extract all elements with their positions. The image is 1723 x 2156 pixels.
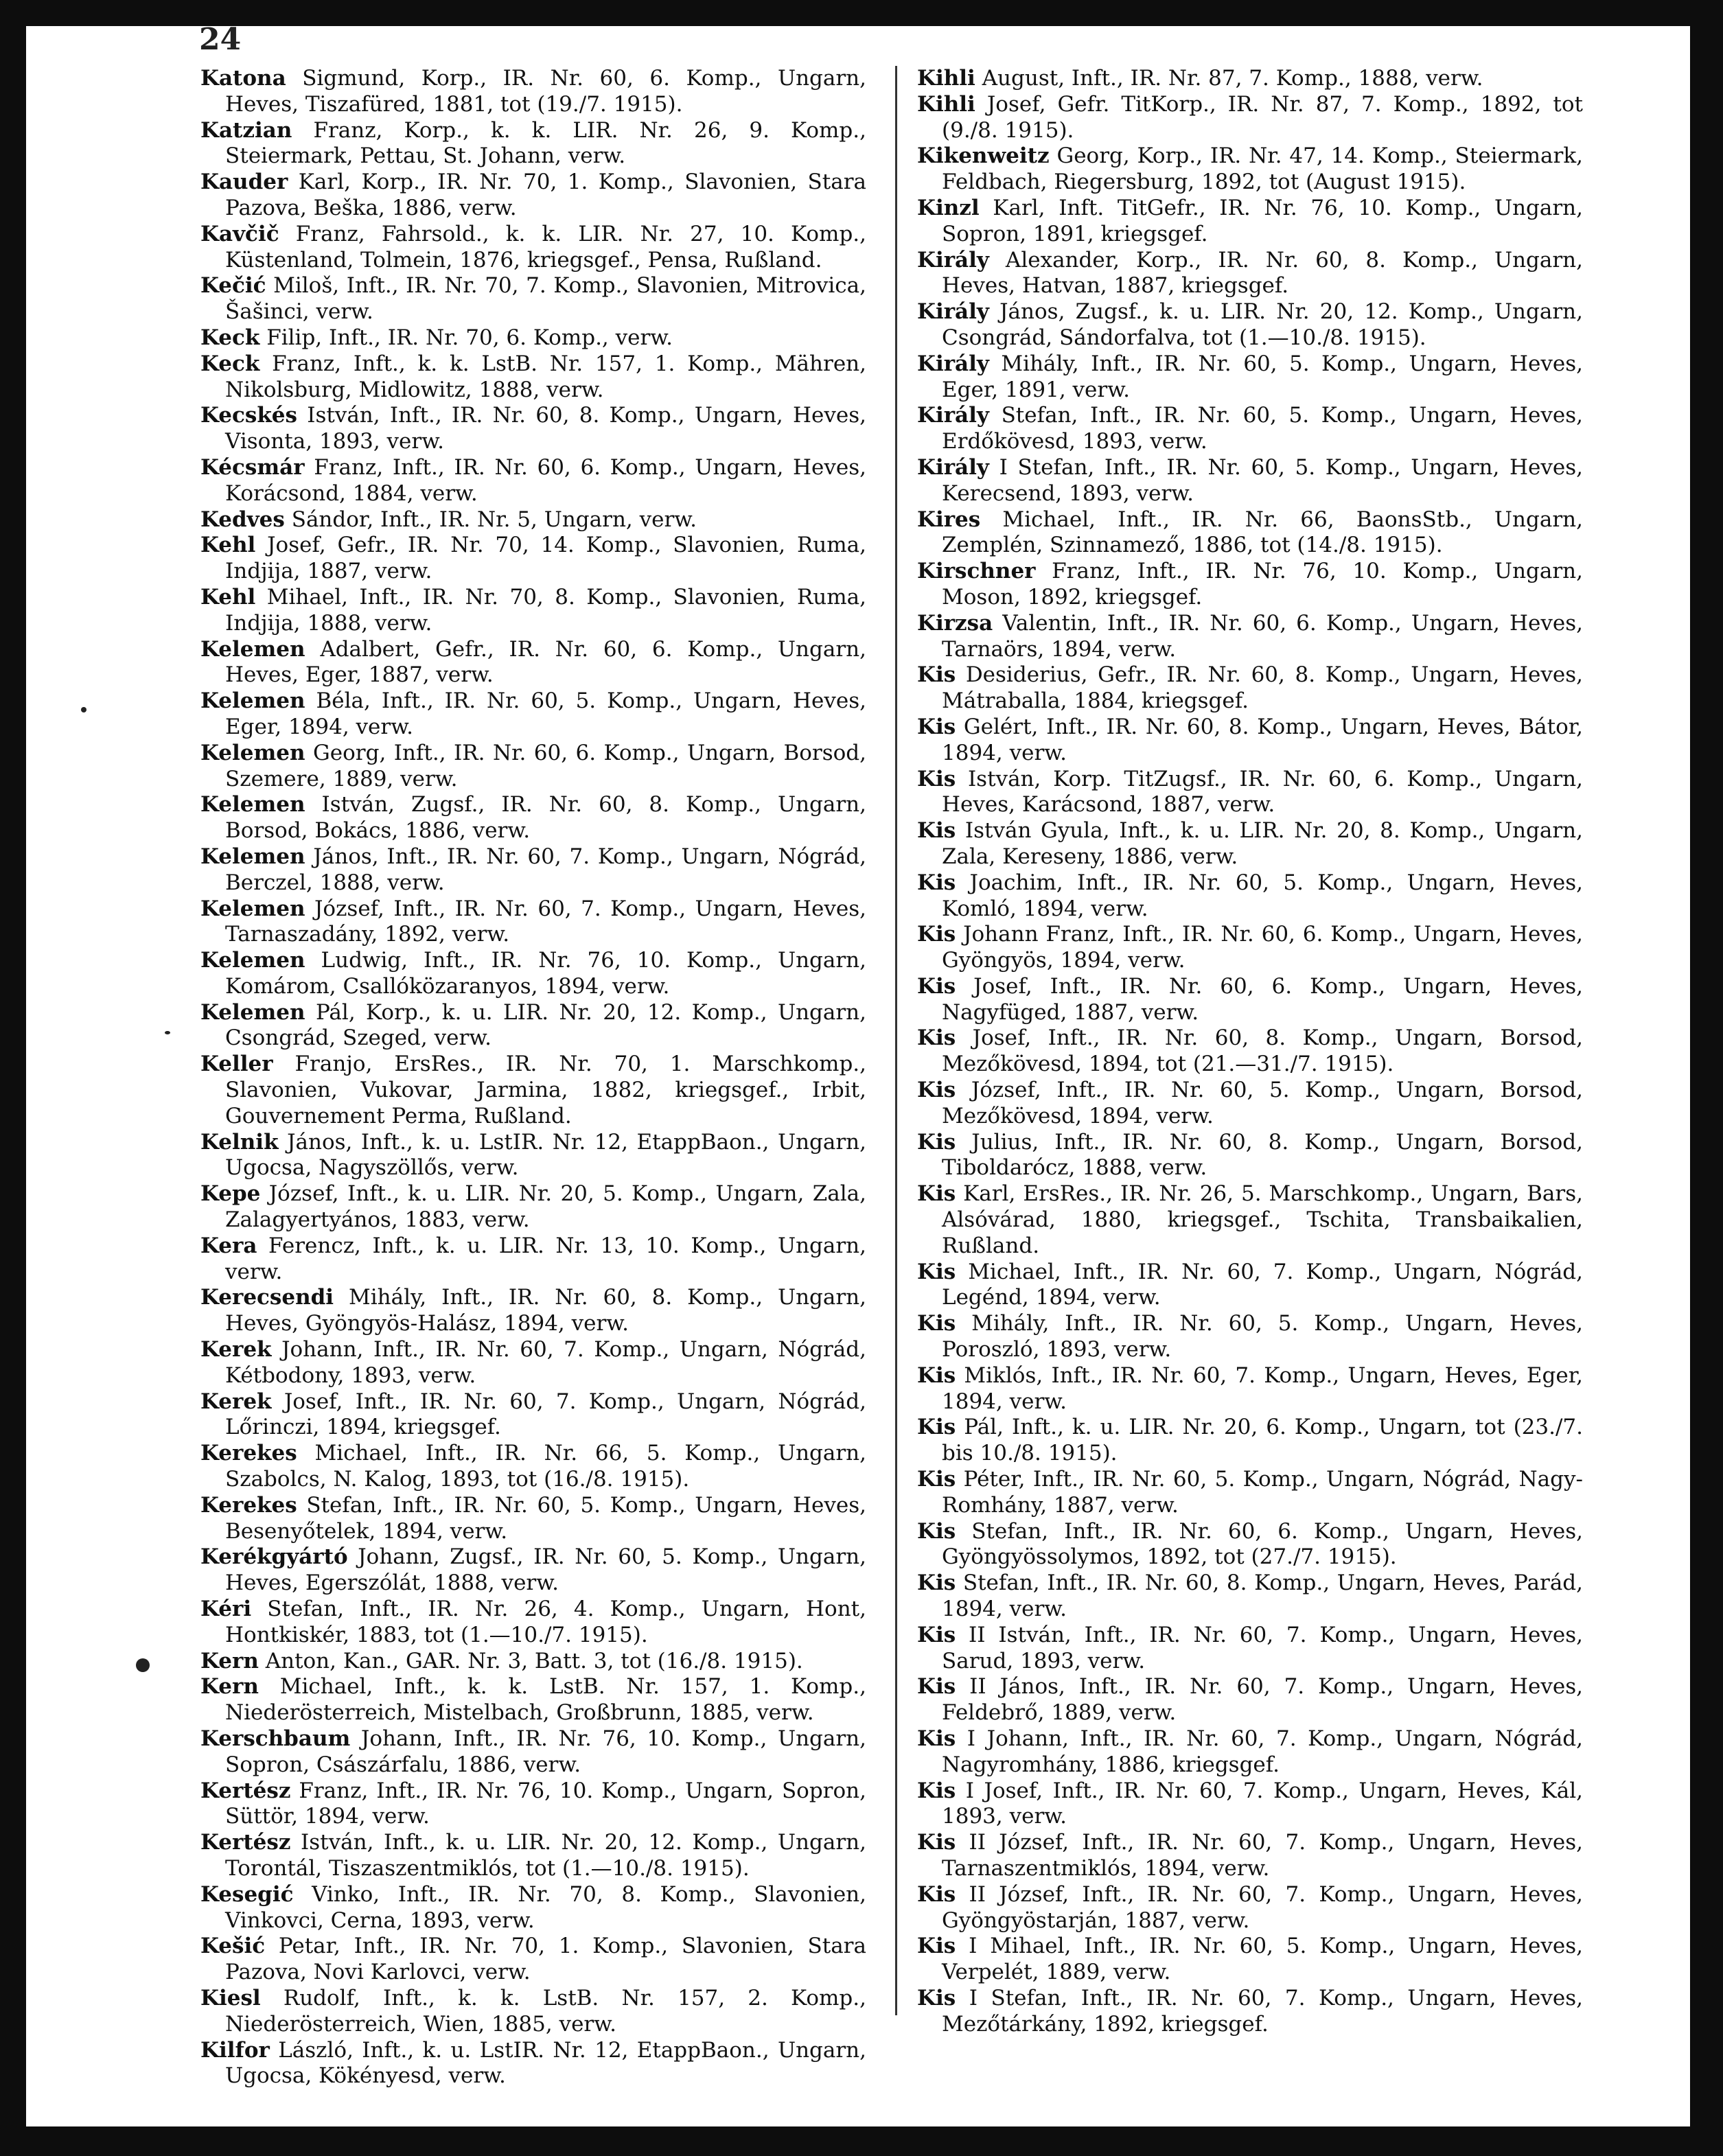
entry-details: Valentin, Inft., IR. Nr. 60, 6. Komp., Ungarn, Heves, Tarnaörs, 1894, verw. bbox=[942, 610, 1583, 662]
register-entry bbox=[917, 196, 1583, 248]
entry-details: Julius, Inft., IR. Nr. 60, 8. Komp., Ungarn, Borsod, Tiboldarócz, 1888, verw. bbox=[942, 1129, 1583, 1181]
register-entry bbox=[200, 2038, 866, 2090]
entry-surname: Kis bbox=[917, 1570, 956, 1596]
entry-details: László, Inft., k. u. LstIR. Nr. 12, EtappBaon., Ungarn, Ugocsa, Kökényesd, verw. bbox=[225, 2037, 866, 2089]
entry-surname: Kis bbox=[917, 766, 956, 791]
entry-details: István, Inft., IR. Nr. 60, 8. Komp., Ungarn, Heves, Visonta, 1893, verw. bbox=[225, 403, 866, 454]
register-entry bbox=[200, 1233, 866, 1286]
entry-surname: Kešić bbox=[200, 1934, 266, 1959]
register-entry bbox=[917, 455, 1583, 507]
register-entry bbox=[917, 715, 1583, 767]
entry-surname: Kertész bbox=[200, 1830, 291, 1855]
register-entry bbox=[917, 767, 1583, 819]
scan-border-left bbox=[0, 0, 26, 2156]
register-entry bbox=[200, 118, 866, 170]
register-entry bbox=[917, 92, 1583, 144]
entry-details: Adalbert, Gefr., IR. Nr. 60, 6. Komp., Ungarn, Heves, Eger, 1887, verw. bbox=[225, 636, 866, 688]
entry-details: János, Inft., IR. Nr. 60, 7. Komp., Ungarn, Nógrád, Berczel, 1888, verw. bbox=[225, 844, 866, 895]
register-entry bbox=[200, 1000, 866, 1052]
entry-surname: Kepe bbox=[200, 1181, 261, 1207]
entry-details: Franz, Fahrsold., k. k. LIR. Nr. 27, 10. Komp., Küstenland, Tolmein, 1876, kriegsgef., Pensa, Rußland. bbox=[225, 221, 866, 273]
entry-surname: Kis bbox=[917, 1259, 956, 1284]
entry-details: I Stefan, Inft., IR. Nr. 60, 5. Komp., Ungarn, Heves, Kerecsend, 1893, verw. bbox=[942, 454, 1583, 506]
entry-details: I Mihael, Inft., IR. Nr. 60, 5. Komp., Ungarn, Heves, Verpelét, 1889, verw. bbox=[942, 1934, 1583, 1985]
register-entry bbox=[917, 1986, 1583, 2038]
scan-speck bbox=[165, 1031, 170, 1034]
entry-surname: Kelemen bbox=[200, 792, 305, 818]
entry-surname: Kerékgyártó bbox=[200, 1544, 348, 1570]
entry-surname: Katzian bbox=[200, 117, 292, 143]
entry-details: Georg, Inft., IR. Nr. 60, 6. Komp., Ungarn, Borsod, Szemere, 1889, verw. bbox=[225, 740, 866, 791]
entry-surname: Kis bbox=[917, 922, 956, 947]
entry-surname: Kis bbox=[917, 1181, 956, 1207]
register-entry bbox=[200, 1389, 866, 1441]
register-entry bbox=[200, 325, 866, 351]
entry-surname: Kečić bbox=[200, 273, 266, 299]
entry-details: Mihály, Inft., IR. Nr. 60, 8. Komp., Ungarn, Heves, Gyöngyös-Halász, 1894, verw. bbox=[225, 1285, 866, 1336]
entry-surname: Kerschbaum bbox=[200, 1726, 351, 1751]
entry-surname: Kis bbox=[917, 662, 956, 688]
register-entry bbox=[200, 948, 866, 1000]
entry-surname: Kis bbox=[917, 1726, 956, 1751]
entry-details: Franz, Inft., IR. Nr. 76, 10. Komp., Ungarn, Sopron, Süttör, 1894, verw. bbox=[225, 1778, 866, 1829]
entry-details: Michael, Inft., IR. Nr. 66, 5. Komp., Ungarn, Szabolcs, N. Kalog, 1893, tot (16./8. 1915). bbox=[225, 1441, 866, 1492]
entry-surname: Király bbox=[917, 403, 989, 428]
entry-surname: Kern bbox=[200, 1648, 259, 1673]
entry-surname: Kiesl bbox=[200, 1985, 261, 2010]
entry-details: Pál, Korp., k. u. LIR. Nr. 20, 12. Komp., Ungarn, Csongrád, Szeged, verw. bbox=[225, 999, 866, 1051]
register-entry bbox=[200, 1337, 866, 1389]
register-entry bbox=[200, 403, 866, 455]
entry-surname: Kauder bbox=[200, 170, 288, 195]
entry-surname: Kehl bbox=[200, 533, 256, 558]
register-entry bbox=[200, 637, 866, 689]
entry-surname: Kis bbox=[917, 1467, 956, 1492]
entry-details: Johann, Inft., IR. Nr. 76, 10. Komp., Ungarn, Sopron, Császárfalu, 1886, verw. bbox=[225, 1726, 866, 1777]
register-entry bbox=[917, 1078, 1583, 1130]
entry-surname: Kelemen bbox=[200, 948, 305, 973]
register-entry bbox=[917, 1363, 1583, 1415]
document-page bbox=[196, 66, 1672, 2098]
entry-surname: Kis bbox=[917, 818, 956, 844]
entry-details: István, Inft., k. u. LIR. Nr. 20, 12. Komp., Ungarn, Torontál, Tiszaszentmiklós, tot (1.—10./8. 1915). bbox=[225, 1830, 866, 1881]
register-entry bbox=[200, 1052, 866, 1129]
entry-surname: Kis bbox=[917, 1985, 956, 2010]
entry-surname: Kirzsa bbox=[917, 610, 993, 636]
register-entry bbox=[917, 611, 1583, 663]
entry-details: Josef, Inft., IR. Nr. 60, 7. Komp., Ungarn, Nógrád, Lőrinczi, 1894, kriegsgef. bbox=[225, 1389, 866, 1440]
entry-details: Desiderius, Gefr., IR. Nr. 60, 8. Komp., Ungarn, Heves, Mátraballa, 1884, kriegsgef. bbox=[942, 662, 1583, 714]
register-entry bbox=[200, 1934, 866, 1986]
entry-surname: Kis bbox=[917, 1881, 956, 1907]
entry-details: Karl, ErsRes., IR. Nr. 26, 5. Marschkomp., Ungarn, Bars, Alsóvárad, 1880, kriegsgef., Tschita, Transbaikalien, Rußland. bbox=[942, 1181, 1583, 1258]
entry-details: Stefan, Inft., IR. Nr. 60, 5. Komp., Ungarn, Heves, Besenyőtelek, 1894, verw. bbox=[225, 1492, 866, 1544]
entry-details: Vinko, Inft., IR. Nr. 70, 8. Komp., Slavonien, Vinkovci, Cerna, 1893, verw. bbox=[225, 1881, 866, 1933]
entry-details: Karl, Inft. TitGefr., IR. Nr. 76, 10. Komp., Ungarn, Sopron, 1891, kriegsgef. bbox=[942, 195, 1583, 246]
entry-surname: Keck bbox=[200, 351, 260, 376]
scan-speck bbox=[136, 1658, 150, 1672]
register-entry bbox=[200, 688, 866, 741]
register-entry bbox=[917, 1181, 1583, 1259]
register-entry bbox=[917, 1519, 1583, 1571]
register-entry bbox=[200, 507, 866, 533]
entry-surname: Kis bbox=[917, 1934, 956, 1959]
entry-details: Josef, Inft., IR. Nr. 60, 6. Komp., Ungarn, Heves, Nagyfüged, 1887, verw. bbox=[942, 973, 1583, 1025]
entry-details: Stefan, Inft., IR. Nr. 60, 5. Komp., Ungarn, Heves, Erdőkövesd, 1893, verw. bbox=[942, 403, 1583, 454]
entry-surname: Kis bbox=[917, 1363, 956, 1388]
entry-details: Stefan, Inft., IR. Nr. 26, 4. Komp., Ungarn, Hont, Hontkiskér, 1883, tot (1.—10./7. 1915). bbox=[225, 1597, 866, 1647]
entry-details: Pál, Inft., k. u. LIR. Nr. 20, 6. Komp., Ungarn, tot (23./7. bis 10./8. 1915). bbox=[942, 1415, 1583, 1466]
register-entry bbox=[200, 1778, 866, 1831]
entry-details: Sigmund, Korp., IR. Nr. 60, 6. Komp., Ungarn, Heves, Tiszafüred, 1881, tot (19./7. 1915). bbox=[225, 66, 866, 117]
entry-details: Sándor, Inft., IR. Nr. 5, Ungarn, verw. bbox=[284, 507, 697, 532]
entry-details: Anton, Kan., GAR. Nr. 3, Batt. 3, tot (16./8. 1915). bbox=[258, 1648, 803, 1673]
register-entry bbox=[200, 1285, 866, 1337]
entry-surname: Kelemen bbox=[200, 636, 305, 662]
register-entry bbox=[200, 1544, 866, 1597]
entry-details: Johann Franz, Inft., IR. Nr. 60, 6. Komp., Ungarn, Heves, Gyöngyös, 1894, verw. bbox=[942, 922, 1583, 973]
entry-details: Franz, Inft., IR. Nr. 76, 10. Komp., Ungarn, Moson, 1892, kriegsgef. bbox=[942, 559, 1583, 610]
entry-details: Michael, Inft., k. k. LstB. Nr. 157, 1. Komp., Niederösterreich, Mistelbach, Großbrunn, 1885, verw. bbox=[225, 1674, 866, 1726]
entry-surname: Kilfor bbox=[200, 2037, 270, 2063]
entry-surname: Kesegić bbox=[200, 1881, 294, 1907]
entry-surname: Kis bbox=[917, 1078, 956, 1103]
register-entry bbox=[917, 559, 1583, 611]
entry-details: István, Korp. TitZugsf., IR. Nr. 60, 6. Komp., Ungarn, Heves, Karácsond, 1887, verw. bbox=[942, 766, 1583, 818]
register-entry bbox=[917, 403, 1583, 455]
entry-details: Petar, Inft., IR. Nr. 70, 1. Komp., Slavonien, Stara Pazova, Novi Karlovci, verw. bbox=[225, 1934, 866, 1985]
entry-details: Franz, Inft., IR. Nr. 60, 6. Komp., Ungarn, Heves, Korácsond, 1884, verw. bbox=[225, 454, 866, 506]
entry-surname: Kerek bbox=[200, 1389, 272, 1414]
entry-details: János, Inft., k. u. LstIR. Nr. 12, EtappBaon., Ungarn, Ugocsa, Nagyszöllős, verw. bbox=[225, 1129, 866, 1181]
register-entry bbox=[200, 351, 866, 404]
register-entry bbox=[917, 1467, 1583, 1519]
register-entry bbox=[917, 1570, 1583, 1623]
entry-details: Franjo, ErsRes., IR. Nr. 70, 1. Marschkomp., Slavonien, Vukovar, Jarmina, 1882, kriegsgef., Irbit, Gouvernement Perma, Rußland. bbox=[225, 1052, 866, 1128]
register-entry bbox=[917, 248, 1583, 300]
register-entry bbox=[917, 818, 1583, 870]
register-entry bbox=[917, 922, 1583, 974]
entry-surname: Kelemen bbox=[200, 688, 305, 714]
entry-details: József, Inft., IR. Nr. 60, 7. Komp., Ungarn, Heves, Tarnaszadány, 1892, verw. bbox=[225, 896, 866, 947]
entry-surname: Kelemen bbox=[200, 896, 305, 921]
register-entry bbox=[200, 1882, 866, 1934]
entry-details: Mihael, Inft., IR. Nr. 70, 8. Komp., Slavonien, Ruma, Indjija, 1888, verw. bbox=[225, 584, 866, 636]
register-entry bbox=[200, 585, 866, 637]
entry-details: János, Zugsf., k. u. LIR. Nr. 20, 12. Komp., Ungarn, Csongrád, Sándorfalva, tot (1.—10./8. 1915). bbox=[942, 299, 1583, 350]
register-entry bbox=[200, 1493, 866, 1545]
register-entry bbox=[200, 273, 866, 325]
register-entry bbox=[917, 1025, 1583, 1078]
entry-surname: Kedves bbox=[200, 507, 285, 532]
page-number: 24 bbox=[199, 22, 242, 57]
entry-details: Filip, Inft., IR. Nr. 70, 6. Komp., verw. bbox=[259, 325, 673, 350]
entry-details: Stefan, Inft., IR. Nr. 60, 8. Komp., Ungarn, Heves, Parád, 1894, verw. bbox=[942, 1570, 1583, 1622]
entry-surname: Kinzl bbox=[917, 195, 980, 220]
entry-details: Michael, Inft., IR. Nr. 60, 7. Komp., Ungarn, Nógrád, Legénd, 1894, verw. bbox=[942, 1259, 1583, 1310]
entry-surname: Kis bbox=[917, 1622, 956, 1647]
entry-details: Josef, Inft., IR. Nr. 60, 8. Komp., Ungarn, Borsod, Mezőkövesd, 1894, tot (21.—31./7. 1915). bbox=[942, 1025, 1583, 1077]
entry-surname: Kis bbox=[917, 973, 956, 999]
register-entry bbox=[200, 844, 866, 896]
register-entry bbox=[917, 1130, 1583, 1182]
register-entry bbox=[917, 1882, 1583, 1934]
scan-border-bottom bbox=[0, 2126, 1723, 2156]
entry-details: Michael, Inft., IR. Nr. 66, BaonsStb., Ungarn, Zemplén, Szinnamező, 1886, tot (14./8. 1915). bbox=[942, 507, 1583, 558]
register-entry bbox=[917, 299, 1583, 351]
entry-details: Stefan, Inft., IR. Nr. 60, 6. Komp., Ungarn, Heves, Gyöngyössolymos, 1892, tot (27./7. 1915). bbox=[942, 1518, 1583, 1570]
entry-details: István Gyula, Inft., k. u. LIR. Nr. 20, 8. Komp., Ungarn, Zala, Kereseny, 1886, verw. bbox=[942, 818, 1583, 869]
register-entry bbox=[917, 351, 1583, 404]
entry-details: Miloš, Inft., IR. Nr. 70, 7. Komp., Slavonien, Mitrovica, Šašinci, verw. bbox=[225, 273, 866, 325]
entry-details: II János, Inft., IR. Nr. 60, 7. Komp., Ungarn, Heves, Feldebrő, 1889, verw. bbox=[942, 1674, 1583, 1726]
entry-surname: Kern bbox=[200, 1674, 259, 1700]
entry-details: Ludwig, Inft., IR. Nr. 76, 10. Komp., Ungarn, Komárom, Csallóközaranyos, 1894, verw. bbox=[225, 948, 866, 999]
scan-border-right bbox=[1690, 0, 1723, 2156]
register-entry bbox=[917, 1674, 1583, 1726]
entry-surname: Katona bbox=[200, 66, 286, 91]
register-entry bbox=[200, 741, 866, 793]
entry-surname: Kerecsendi bbox=[200, 1285, 334, 1310]
entry-details: II József, Inft., IR. Nr. 60, 7. Komp., Ungarn, Heves, Gyöngyöstarján, 1887, verw. bbox=[942, 1881, 1583, 1933]
entry-details: Mihály, Inft., IR. Nr. 60, 5. Komp., Ungarn, Heves, Eger, 1891, verw. bbox=[942, 351, 1583, 402]
register-entry bbox=[917, 507, 1583, 559]
entry-surname: Kis bbox=[917, 1311, 956, 1336]
register-entry bbox=[200, 1441, 866, 1493]
entry-surname: Kis bbox=[917, 1129, 956, 1155]
entry-details: August, Inft., IR. Nr. 87, 7. Komp., 1888, verw. bbox=[975, 66, 1483, 91]
entry-surname: Kerek bbox=[200, 1337, 272, 1363]
entry-surname: Keck bbox=[200, 325, 260, 350]
register-entry bbox=[200, 1986, 866, 2038]
entry-surname: Kécsmár bbox=[200, 454, 305, 480]
entry-details: Ferencz, Inft., k. u. LIR. Nr. 13, 10. Komp., Ungarn, verw. bbox=[225, 1233, 866, 1284]
register-entry bbox=[917, 1311, 1583, 1363]
register-entry bbox=[917, 143, 1583, 196]
entry-details: Joachim, Inft., IR. Nr. 60, 5. Komp., Ungarn, Heves, Komló, 1894, verw. bbox=[942, 870, 1583, 921]
entry-surname: Kis bbox=[917, 714, 956, 739]
entry-details: Gelért, Inft., IR. Nr. 60, 8. Komp., Ungarn, Heves, Bátor, 1894, verw. bbox=[942, 714, 1583, 765]
entry-surname: Kelemen bbox=[200, 844, 305, 869]
entry-surname: Kirschner bbox=[917, 559, 1036, 584]
register-entry bbox=[917, 870, 1583, 923]
column-divider bbox=[895, 66, 897, 2015]
entry-surname: Kelemen bbox=[200, 999, 305, 1025]
entry-details: I Stefan, Inft., IR. Nr. 60, 7. Komp., Ungarn, Heves, Mezőtárkány, 1892, kriegsgef. bbox=[942, 1985, 1583, 2037]
entry-details: József, Inft., IR. Nr. 60, 5. Komp., Ungarn, Borsod, Mezőkövesd, 1894, verw. bbox=[942, 1078, 1583, 1128]
register-entry bbox=[200, 66, 866, 118]
entry-details: Johann, Inft., IR. Nr. 60, 7. Komp., Ungarn, Nógrád, Kétbodony, 1893, verw. bbox=[225, 1337, 866, 1388]
entry-details: Josef, Gefr. TitKorp., IR. Nr. 87, 7. Komp., 1892, tot (9./8. 1915). bbox=[942, 91, 1583, 143]
entry-details: Rudolf, Inft., k. k. LstB. Nr. 157, 2. Komp., Niederösterreich, Wien, 1885, verw. bbox=[225, 1985, 866, 2037]
register-entry bbox=[917, 1934, 1583, 1986]
entry-surname: Király bbox=[917, 247, 989, 273]
entry-details: István, Zugsf., IR. Nr. 60, 8. Komp., Ungarn, Borsod, Bokács, 1886, verw. bbox=[225, 792, 866, 844]
scan-speck bbox=[81, 707, 86, 712]
register-entry bbox=[200, 792, 866, 844]
entry-surname: Kavčič bbox=[200, 221, 279, 246]
entry-surname: Kis bbox=[917, 870, 956, 895]
entry-surname: Kihli bbox=[917, 91, 975, 117]
entry-details: I Josef, Inft., IR. Nr. 60, 7. Komp., Ungarn, Heves, Kál, 1893, verw. bbox=[942, 1778, 1583, 1829]
entry-surname: Kertész bbox=[200, 1778, 291, 1803]
entry-details: Josef, Gefr., IR. Nr. 70, 14. Komp., Slavonien, Ruma, Indjija, 1887, verw. bbox=[225, 533, 866, 584]
entry-surname: Kelnik bbox=[200, 1129, 279, 1155]
entry-details: Karl, Korp., IR. Nr. 70, 1. Komp., Slavonien, Stara Pazova, Beška, 1886, verw. bbox=[225, 170, 866, 220]
register-entry bbox=[200, 1597, 866, 1649]
entry-surname: Kerekes bbox=[200, 1492, 297, 1518]
left-column bbox=[200, 66, 866, 2089]
entry-details: Béla, Inft., IR. Nr. 60, 5. Komp., Ungarn, Heves, Eger, 1894, verw. bbox=[225, 688, 866, 739]
entry-surname: Kis bbox=[917, 1518, 956, 1544]
entry-surname: Kihli bbox=[917, 66, 975, 91]
entry-surname: Kera bbox=[200, 1233, 257, 1258]
register-entry bbox=[917, 1260, 1583, 1312]
entry-details: Péter, Inft., IR. Nr. 60, 5. Komp., Ungarn, Nógrád, Nagy-Romhány, 1887, verw. bbox=[942, 1467, 1583, 1518]
register-entry bbox=[917, 1778, 1583, 1831]
register-entry bbox=[200, 1649, 866, 1675]
entry-surname: Kis bbox=[917, 1025, 956, 1051]
entry-surname: Kis bbox=[917, 1674, 956, 1700]
register-entry bbox=[200, 1830, 866, 1882]
entry-details: Franz, Inft., k. k. LstB. Nr. 157, 1. Komp., Mähren, Nikolsburg, Midlowitz, 1888, verw. bbox=[225, 351, 866, 402]
entry-surname: Keller bbox=[200, 1052, 273, 1077]
register-entry bbox=[917, 1415, 1583, 1467]
scan-border-top bbox=[0, 0, 1723, 26]
entry-surname: Kelemen bbox=[200, 740, 305, 765]
entry-surname: Kis bbox=[917, 1415, 956, 1440]
entry-surname: Kéri bbox=[200, 1597, 252, 1622]
register-entry bbox=[200, 222, 866, 274]
register-entry bbox=[200, 170, 866, 222]
entry-surname: Kerekes bbox=[200, 1441, 297, 1466]
entry-surname: Kis bbox=[917, 1778, 956, 1803]
register-entry bbox=[200, 1130, 866, 1182]
entry-surname: Kehl bbox=[200, 584, 256, 610]
entry-details: Franz, Korp., k. k. LIR. Nr. 26, 9. Komp., Steiermark, Pettau, St. Johann, verw. bbox=[225, 117, 866, 169]
entry-surname: Kecskés bbox=[200, 403, 297, 428]
entry-details: Georg, Korp., IR. Nr. 47, 14. Komp., Steiermark, Feldbach, Riegersburg, 1892, tot (August 1915). bbox=[942, 143, 1583, 195]
entry-details: József, Inft., k. u. LIR. Nr. 20, 5. Komp., Ungarn, Zala, Zalagyertyános, 1883, verw. bbox=[225, 1181, 866, 1233]
entry-details: I Johann, Inft., IR. Nr. 60, 7. Komp., Ungarn, Nógrád, Nagyromhány, 1886, kriegsgef. bbox=[942, 1726, 1583, 1777]
register-entry bbox=[917, 1830, 1583, 1882]
register-entry bbox=[917, 974, 1583, 1026]
entry-surname: Kis bbox=[917, 1830, 956, 1855]
entry-surname: Kikenweitz bbox=[917, 143, 1050, 169]
entry-surname: Király bbox=[917, 299, 989, 325]
entry-surname: Király bbox=[917, 351, 989, 376]
entry-details: II József, Inft., IR. Nr. 60, 7. Komp., Ungarn, Heves, Tarnaszentmiklós, 1894, verw. bbox=[942, 1830, 1583, 1881]
entry-surname: Király bbox=[917, 454, 989, 480]
entry-details: Miklós, Inft., IR. Nr. 60, 7. Komp., Ungarn, Heves, Eger, 1894, verw. bbox=[942, 1363, 1583, 1414]
register-entry bbox=[200, 533, 866, 585]
entry-details: Johann, Zugsf., IR. Nr. 60, 5. Komp., Ungarn, Heves, Egerszólát, 1888, verw. bbox=[225, 1544, 866, 1596]
register-entry bbox=[200, 1181, 866, 1233]
register-entry bbox=[917, 1726, 1583, 1778]
register-entry bbox=[200, 1726, 866, 1778]
register-entry bbox=[200, 455, 866, 507]
entry-details: Mihály, Inft., IR. Nr. 60, 5. Komp., Ungarn, Heves, Poroszló, 1893, verw. bbox=[942, 1311, 1583, 1363]
register-entry bbox=[200, 1674, 866, 1726]
register-entry bbox=[917, 662, 1583, 715]
register-entry bbox=[917, 66, 1583, 92]
entry-surname: Kires bbox=[917, 507, 981, 532]
register-entry bbox=[917, 1623, 1583, 1675]
right-column bbox=[917, 66, 1583, 2038]
entry-details: Alexander, Korp., IR. Nr. 60, 8. Komp., Ungarn, Heves, Hatvan, 1887, kriegsgef. bbox=[942, 247, 1583, 299]
register-entry bbox=[200, 896, 866, 949]
entry-details: II István, Inft., IR. Nr. 60, 7. Komp., Ungarn, Heves, Sarud, 1893, verw. bbox=[942, 1622, 1583, 1673]
